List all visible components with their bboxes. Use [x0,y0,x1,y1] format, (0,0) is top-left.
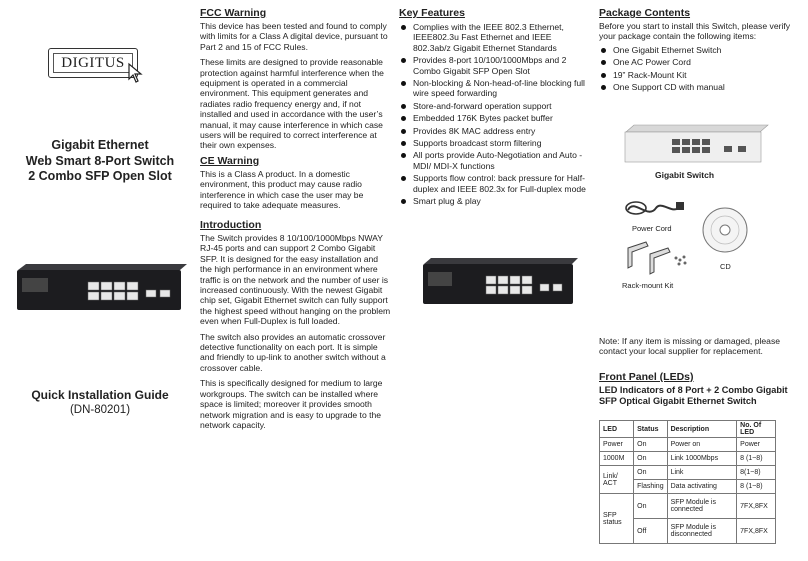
introduction-section [200,219,392,435]
list-item: One Gigabit Ethernet Switch [599,45,799,55]
ce-heading: CE Warning [200,155,260,167]
table-row: 1000M On Link 1000Mbps 8 (1~8) [600,452,776,466]
package-heading: Package Contents [599,7,691,19]
table-row: Flashing Data activating 8 (1~8) [600,480,776,494]
digitus-logo: DIGITUS [48,48,138,78]
product-title: Gigabit Ethernet Web Smart 8-Port Switch 2 Combo SFP Open Slot [25,138,175,183]
switch-illustration-label: Gigabit Switch [655,170,715,180]
list-item: Non-blocking & Non-head-of-line blocking full wire speed forwarding [399,78,591,99]
list-item: Supports broadcast storm filtering [399,138,591,148]
power-cord-label: Power Cord [632,224,672,233]
features-list [399,22,591,207]
front-panel-section [599,371,799,407]
intro-paragraph: The Switch provides 8 10/100/1000Mbps NWAY RJ-45 ports and can support 2 Combo Gigabit SFP. It is designed for the easy installation and the high performance in an environment where traffic is on the network and the number of user is increased continuously. With the newest Gigabit chip set, Gigabit Ethernet switch can fully support the highest speed without hanging on the problem even when Full-Duplex is full loaded. [200,233,391,327]
list-item: Smart plug & play [399,196,591,206]
intro-paragraph: This is specifically designed for medium to large workgroups. The switch can be installed where space is limited; moreover it provides smooth network migration and is easy to upgrade to the network capacity. [200,378,383,430]
table-row: SFP status On SFP Module is connected 7FX,8FX [600,494,776,519]
power-cord-icon [622,194,686,224]
cursor-arrow-icon [126,62,146,84]
list-item: 19” Rack-Mount Kit [599,70,799,80]
ce-section [200,155,392,216]
led-indicators-subheading: LED Indicators of 8 Port + 2 Combo Gigabit SFP Optical Gigabit Ethernet Switch [599,385,788,406]
package-section [599,7,799,94]
guide-title-block: Quick Installation Guide (DN-80201) [31,388,169,416]
package-intro: Before you start to install this Switch, please verify your package contain the following items: [599,21,791,42]
list-item: All ports provide Auto-Negotiation and Auto -MDI/ MDI-X functions [399,150,591,171]
missing-items-note: Note: If any item is missing or damaged, please contact your local supplier for replacement. [599,336,781,357]
fcc-heading: FCC Warning [200,7,267,19]
switch-photo-left [12,262,190,314]
cd-label: CD [720,262,731,271]
switch-photo-center [418,256,580,308]
fcc-section [200,7,392,156]
introduction-heading: Introduction [200,219,262,231]
fcc-paragraph: This device has been tested and found to comply with limits for a Class A digital device, pursuant to Part 2 and 15 of FCC Rules. [200,21,388,52]
list-item: One AC Power Cord [599,57,799,67]
list-item: Store-and-forward operation support [399,101,591,111]
table-row: Off SFP Module is disconnected 7FX,8FX [600,519,776,544]
ce-paragraph: This is a Class A product. In a domestic environment, this product may cause radio interference in which case the user may be required to take adequate measures. [200,169,364,211]
list-item: Embedded 176K Bytes packet buffer [399,113,591,123]
cd-icon [700,205,750,255]
list-item: Provides 8K MAC address entry [399,126,591,136]
package-list [599,45,799,93]
table-row: Link/ ACT On Link 8(1~8) [600,466,776,480]
table-row: Power On Power on Power [600,438,776,452]
fcc-paragraph: These limits are designed to provide reasonable protection against harmful interference when the equipment is operated in a commercial environment. This equipment generates and radiates radio frequency energy and, if not installed and used in accordance with the user’s manual, it may cause interference in which case users will be required to correct interference at their own expenses. [200,57,384,151]
key-features-heading: Key Features [399,7,465,19]
led-table [599,420,776,544]
rack-mount-kit-icon [624,240,694,280]
list-item: Supports flow control: back pressure for Half-duplex and IEEE 802.3x for Full-duplex mode [399,173,591,194]
switch-illustration [620,122,770,170]
list-item: One Support CD with manual [599,82,799,92]
rack-mount-kit-label: Rack-mount Kit [622,281,674,290]
list-item: Complies with the IEEE 802.3 Ethernet, IEEE802.3u Fast Ethernet and IEEE 802.3ab/z Gigabit Ethernet Standards [399,22,591,53]
intro-paragraph: The switch also provides an automatic crossover detective functionality on each port. It is simple and friendly to up-link to another switch without a crossover cable. [200,331,386,373]
table-header-row: LED Status Description No. Of LED [600,421,776,438]
list-item: Provides 8-port 10/100/1000Mbps and 2 Combo Gigabit SFP Open Slot [399,55,591,76]
key-features-section [399,7,591,209]
front-panel-heading: Front Panel (LEDs) [599,371,694,383]
